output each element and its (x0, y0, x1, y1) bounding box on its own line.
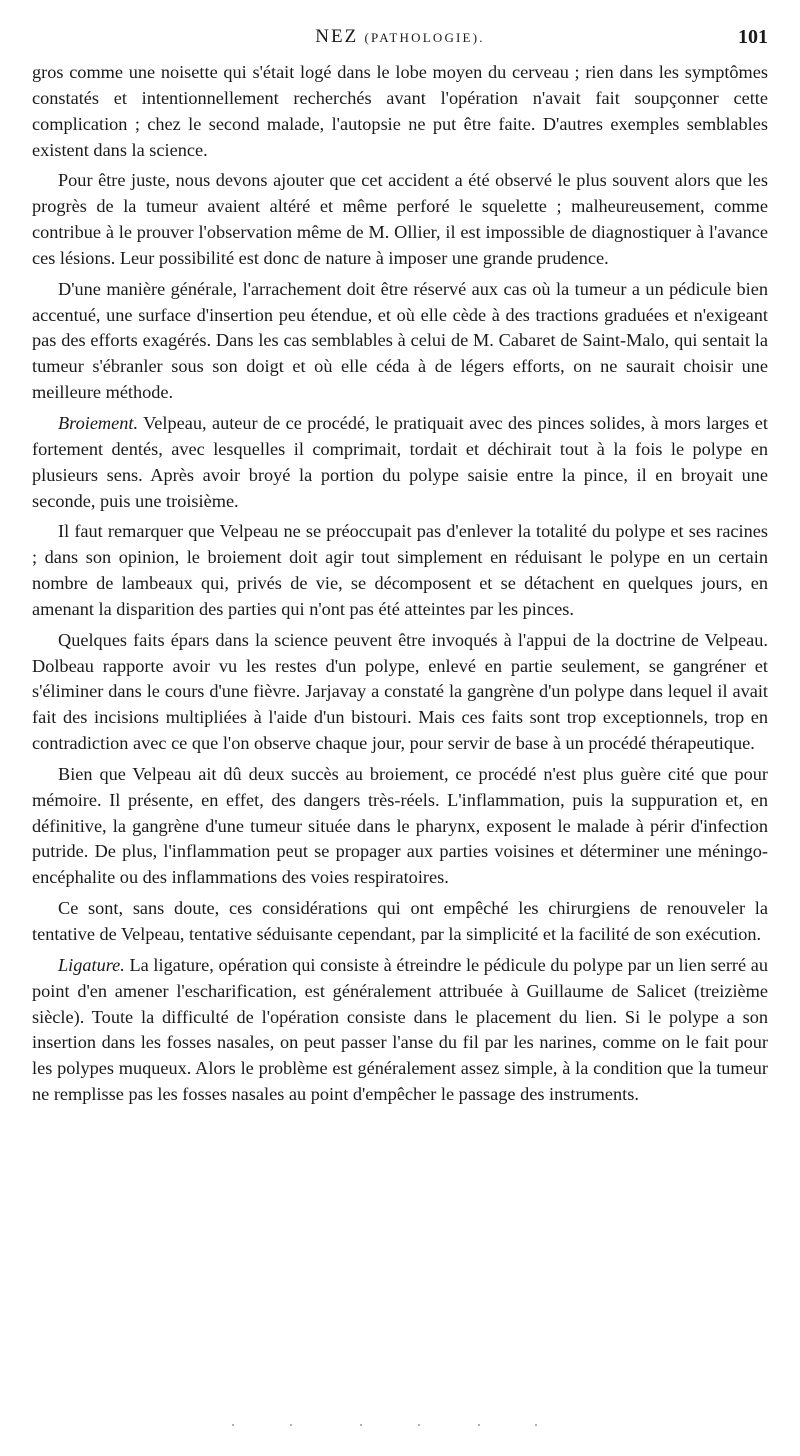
print-speck (418, 1424, 420, 1426)
paragraph (32, 628, 768, 757)
running-head (32, 26, 768, 60)
print-speck (290, 1424, 292, 1426)
running-title (32, 26, 768, 48)
paragraph-broiement (32, 411, 768, 514)
body-text (32, 60, 768, 1108)
print-speck (232, 1424, 234, 1426)
paragraph-text: Velpeau, auteur de ce procédé, le pratiquait avec des pinces solides, à mors larges et fortement dentés, avec lesquelles il comprimait, tordait et déchirait tout à la fois le polype en plusieurs sens. Après avoir broyé la portion du polype saisie entre la pince, il en broyait une seconde, puis une troisième. (32, 412, 768, 511)
running-title-sub: (PATHOLOGIE). (364, 30, 485, 45)
paragraph (32, 168, 768, 271)
paragraph-text: Il faut remarquer que Velpeau ne se préoccupait pas d'enlever la totalité du polype et ses racines ; dans son opinion, le broiement doit agir tout simplement en réduisant le polype en un certain nombre de lambeaux qui, privés de vie, se décomposent et se détachent en quelques jours, en amenant la disparition des parties qui n'ont pas été atteintes par les pinces. (32, 521, 768, 619)
paragraph-text: Ce sont, sans doute, ces considérations qui ont empêché les chirurgiens de renouveler la tentative de Velpeau, tentative séduisante cependant, par la simplicité et la facilité de son exécution. (32, 898, 768, 944)
print-specks (0, 1424, 800, 1434)
paragraph (32, 896, 768, 948)
print-speck (535, 1424, 537, 1426)
paragraph-ligature (32, 953, 768, 1108)
paragraph (32, 277, 768, 406)
paragraph-continued (32, 60, 768, 163)
running-title-main: NEZ (315, 26, 359, 47)
paragraph (32, 519, 768, 622)
section-lead-broiement: Broiement. (58, 412, 139, 433)
paragraph-text: gros comme une noisette qui s'était logé dans le lobe moyen du cerveau ; rien dans les symptômes constatés et intentionnellement recherchés avant l'opération n'avait fait soupçonner cette complication ; chez le second malade, l'autopsie ne put être faite. D'autres exemples semblables existent dans la science. (32, 62, 768, 160)
paragraph (32, 762, 768, 891)
paragraph-text: Pour être juste, nous devons ajouter que cet accident a été observé le plus souvent alors que les progrès de la tumeur avaient altéré et même perforé le squelette ; malheureusement, comme contribue à le prouver l'observation même de M. Ollier, il est impossible de diagnostiquer à l'avance ces lésions. Leur possibilité est donc de nature à imposer une grande prudence. (32, 170, 768, 268)
section-lead-ligature: Ligature. (58, 954, 125, 975)
print-speck (478, 1424, 480, 1426)
paragraph-text: La ligature, opération qui consiste à étreindre le pédicule du polype par un lien serré au point d'en amener l'escharification, est généralement attribuée à Guillaume de Salicet (treizième siècle). Toute la difficulté de l'opération consiste dans le placement du lien. Si le polype a son insertion dans les fosses nasales, on peut passer l'anse du fil par les narines, comme on le fait pour les polypes muqueux. Alors le problème est généralement assez simple, à la condition que la tumeur ne remplisse pas les fosses nasales au point d'empêcher le passage des instruments. (32, 954, 768, 1105)
paragraph-text: Quelques faits épars dans la science peuvent être invoqués à l'appui de la doctrine de Velpeau. Dolbeau rapporte avoir vu les restes d'un polype, enlevé en partie seulement, se gangréner et s'éliminer dans le cours d'une fièvre. Jarjavay a constaté la gangrène d'un polype dans lequel il avait fait des incisions multipliées à l'aide d'un bistouri. Mais ces faits sont trop exceptionnels, trop en contradiction avec ce que l'on observe chaque jour, pour servir de base à un procédé thérapeutique. (32, 629, 768, 754)
page-number: 101 (738, 26, 768, 48)
print-speck (360, 1424, 362, 1426)
paragraph-text: D'une manière générale, l'arrachement doit être réservé aux cas où la tumeur a un pédicule bien accentué, une surface d'insertion peu étendue, et où elle cède à des tractions graduées et n'exigeant pas des efforts exagérés. Dans les cas semblables à celui de M. Cabaret de Saint-Malo, qui sentait la tumeur s'ébranler sous son doigt et où elle céda à de légers efforts, on ne saurait choisir une meilleure méthode. (32, 278, 768, 403)
page (32, 26, 768, 1108)
paragraph-text: Bien que Velpeau ait dû deux succès au broiement, ce procédé n'est plus guère cité que pour mémoire. Il présente, en effet, des dangers très-réels. L'inflammation, puis la suppuration et, en définitive, la gangrène d'une tumeur située dans le pharynx, exposent le malade à périr d'infection putride. De plus, l'inflammation peut se propager aux parties voisines et déterminer une méningo-encéphalite ou des inflammations des voies respiratoires. (32, 763, 768, 888)
